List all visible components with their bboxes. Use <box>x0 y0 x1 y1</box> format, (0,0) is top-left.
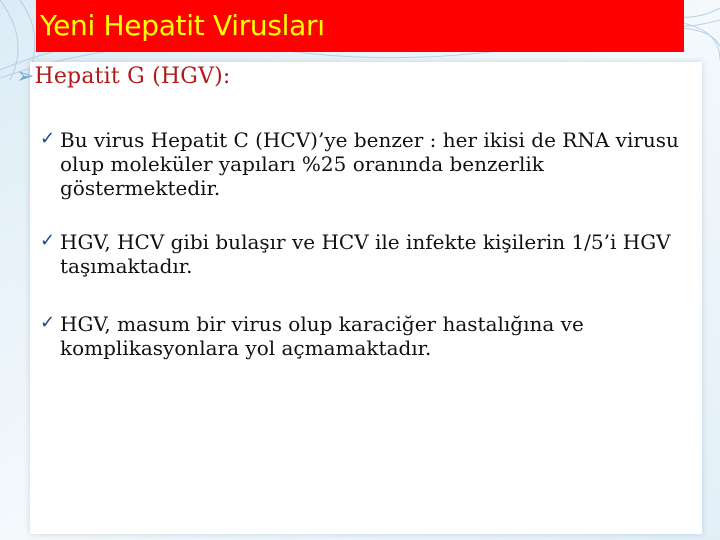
bullet-text: HGV, masum bir virus olup karaciğer hastalığına ve komplikasyonlara yol açmamaktadır. <box>60 312 584 360</box>
bullet-item-2 <box>40 230 690 278</box>
bullet-text: HGV, HCV gibi bulaşır ve HCV ile infekte kişilerin 1/5’i HGV taşımaktadır. <box>60 230 671 278</box>
subtitle-row <box>16 64 231 89</box>
check-mark-icon: ✓ <box>40 128 56 149</box>
bullet-item-3 <box>40 312 690 360</box>
check-mark-icon: ✓ <box>40 312 56 333</box>
bullet-text: Bu virus Hepatit C (HCV)’ye benzer : her ikisi de RNA virusu olup moleküler yapıları %25 oranında benzerlik göstermektedir. <box>60 128 679 200</box>
check-mark-icon: ✓ <box>40 230 56 251</box>
slide-title: Yeni Hepatit Virusları <box>40 9 325 42</box>
bullet-item-1 <box>40 128 690 200</box>
title-bar <box>36 0 684 52</box>
slide-subtitle: Hepatit G (HGV): <box>34 64 231 89</box>
arrow-bullet-icon: ➢ <box>16 64 35 89</box>
